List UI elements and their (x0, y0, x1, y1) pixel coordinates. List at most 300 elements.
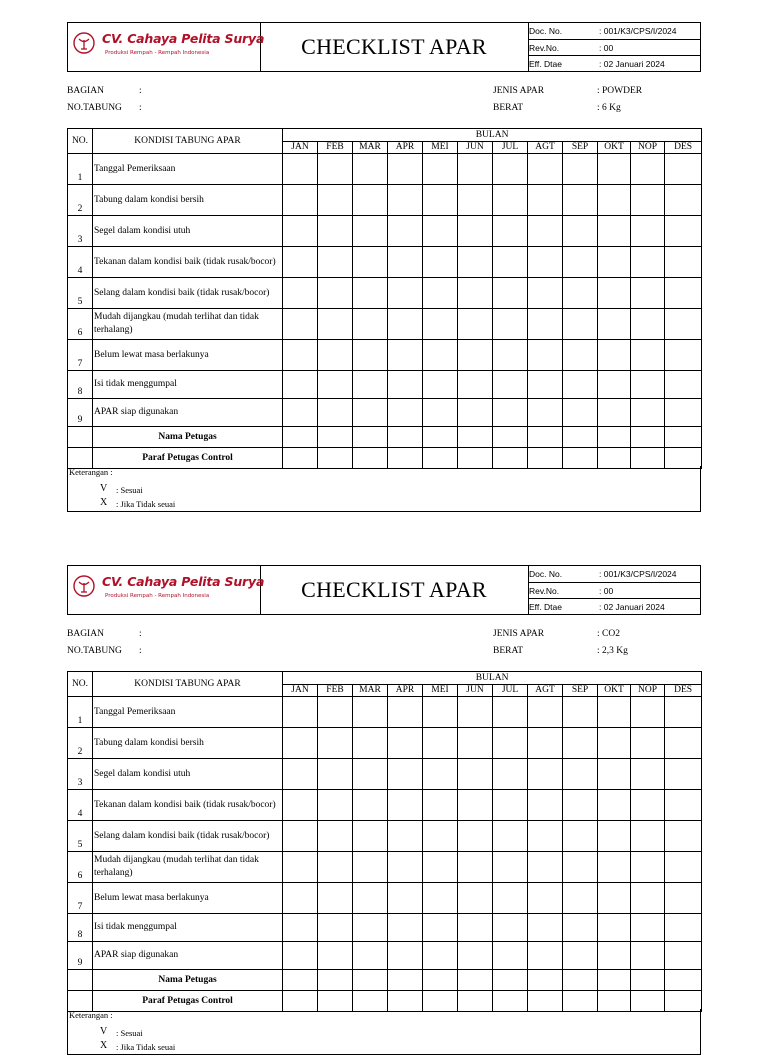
rev-no-label: Rev.No. (529, 43, 560, 53)
check-cell[interactable] (283, 790, 318, 821)
check-cell[interactable] (598, 154, 631, 185)
signature-cell[interactable] (283, 427, 318, 448)
signature-cell[interactable] (458, 427, 493, 448)
check-cell[interactable] (665, 914, 702, 942)
check-cell[interactable] (528, 942, 563, 970)
check-cell[interactable] (493, 728, 528, 759)
check-cell[interactable] (528, 216, 563, 247)
document-meta (529, 566, 701, 614)
check-cell[interactable] (528, 309, 563, 340)
check-cell[interactable] (318, 728, 353, 759)
check-cell[interactable] (423, 399, 458, 427)
item-condition: Selang dalam kondisi baik (tidak rusak/bocor) (93, 278, 283, 309)
check-cell[interactable] (388, 697, 423, 728)
rev-no-label: Rev.No. (529, 586, 560, 596)
bagian-label: BAGIAN (67, 629, 104, 639)
check-cell[interactable] (563, 371, 598, 399)
company-name: CV. Cahaya Pelita Surya (102, 31, 265, 46)
check-cell[interactable] (318, 185, 353, 216)
check-cell[interactable] (665, 852, 702, 883)
check-cell[interactable] (631, 790, 665, 821)
check-cell[interactable] (665, 883, 702, 914)
check-cell[interactable] (563, 309, 598, 340)
checklist-row (68, 790, 702, 821)
check-cell[interactable] (493, 759, 528, 790)
check-cell[interactable] (563, 942, 598, 970)
check-cell[interactable] (563, 821, 598, 852)
check-cell[interactable] (458, 278, 493, 309)
check-cell[interactable] (353, 185, 388, 216)
check-cell[interactable] (458, 185, 493, 216)
month-header: OKT (598, 142, 631, 154)
check-cell[interactable] (423, 216, 458, 247)
item-condition: Isi tidak menggumpal (93, 371, 283, 399)
check-cell[interactable] (665, 309, 702, 340)
check-cell[interactable] (458, 914, 493, 942)
item-number: 9 (68, 942, 93, 970)
check-cell[interactable] (458, 942, 493, 970)
check-cell[interactable] (631, 154, 665, 185)
check-cell[interactable] (598, 185, 631, 216)
check-cell[interactable] (458, 399, 493, 427)
signature-cell[interactable] (528, 970, 563, 991)
check-cell[interactable] (631, 942, 665, 970)
signature-cell[interactable] (563, 427, 598, 448)
check-cell[interactable] (563, 154, 598, 185)
month-header: DES (665, 685, 702, 697)
check-cell[interactable] (458, 697, 493, 728)
item-condition: Segel dalam kondisi utuh (93, 216, 283, 247)
check-cell[interactable] (388, 883, 423, 914)
check-cell[interactable] (528, 340, 563, 371)
check-cell[interactable] (528, 154, 563, 185)
check-cell[interactable] (283, 821, 318, 852)
check-cell[interactable] (353, 821, 388, 852)
check-cell[interactable] (283, 340, 318, 371)
doc-no-value: : 001/K3/CPS/I/2024 (599, 26, 677, 36)
check-cell[interactable] (283, 216, 318, 247)
check-cell[interactable] (423, 759, 458, 790)
check-cell[interactable] (598, 309, 631, 340)
form-title: CHECKLIST APAR (260, 566, 529, 614)
check-cell[interactable] (563, 185, 598, 216)
checklist-row (68, 278, 702, 309)
x-description: : Jika Tidak seuai (116, 1042, 176, 1052)
check-cell[interactable] (458, 371, 493, 399)
jenis-apar-value: : POWDER (597, 86, 643, 96)
check-cell[interactable] (528, 914, 563, 942)
rev-no-value: : 00 (599, 43, 614, 53)
check-cell[interactable] (283, 399, 318, 427)
check-cell[interactable] (458, 728, 493, 759)
empty-cell (68, 970, 93, 991)
nama-petugas-label: Nama Petugas (93, 427, 283, 448)
item-condition: Segel dalam kondisi utuh (93, 759, 283, 790)
check-cell[interactable] (318, 247, 353, 278)
check-cell[interactable] (318, 914, 353, 942)
check-cell[interactable] (388, 154, 423, 185)
signature-cell[interactable] (423, 970, 458, 991)
check-cell[interactable] (388, 309, 423, 340)
check-cell[interactable] (528, 247, 563, 278)
checklist-row (68, 247, 702, 278)
check-cell[interactable] (318, 309, 353, 340)
checklist-row (68, 216, 702, 247)
signature-cell[interactable] (631, 970, 665, 991)
month-header: AGT (528, 142, 563, 154)
check-cell[interactable] (598, 759, 631, 790)
check-cell[interactable] (423, 728, 458, 759)
check-cell[interactable] (528, 399, 563, 427)
check-cell[interactable] (423, 185, 458, 216)
check-cell[interactable] (563, 790, 598, 821)
check-cell[interactable] (458, 309, 493, 340)
check-cell[interactable] (423, 309, 458, 340)
check-cell[interactable] (631, 185, 665, 216)
check-cell[interactable] (493, 790, 528, 821)
check-cell[interactable] (353, 247, 388, 278)
signature-cell[interactable] (318, 427, 353, 448)
check-cell[interactable] (665, 371, 702, 399)
check-cell[interactable] (388, 278, 423, 309)
check-cell[interactable] (423, 883, 458, 914)
check-cell[interactable] (388, 371, 423, 399)
check-cell[interactable] (283, 185, 318, 216)
check-cell[interactable] (528, 278, 563, 309)
check-cell[interactable] (388, 914, 423, 942)
check-cell[interactable] (353, 309, 388, 340)
check-cell[interactable] (353, 371, 388, 399)
month-header: DES (665, 142, 702, 154)
check-cell[interactable] (318, 278, 353, 309)
check-cell[interactable] (493, 340, 528, 371)
check-cell[interactable] (665, 821, 702, 852)
check-cell[interactable] (318, 216, 353, 247)
check-cell[interactable] (318, 942, 353, 970)
check-cell[interactable] (665, 340, 702, 371)
check-cell[interactable] (528, 883, 563, 914)
check-cell[interactable] (493, 216, 528, 247)
check-cell[interactable] (283, 309, 318, 340)
check-cell[interactable] (598, 247, 631, 278)
check-cell[interactable] (283, 371, 318, 399)
check-cell[interactable] (458, 216, 493, 247)
check-cell[interactable] (665, 942, 702, 970)
check-cell[interactable] (353, 942, 388, 970)
check-cell[interactable] (493, 883, 528, 914)
check-cell[interactable] (388, 340, 423, 371)
jenis-apar-label: JENIS APAR (493, 629, 545, 639)
check-cell[interactable] (318, 399, 353, 427)
check-cell[interactable] (353, 399, 388, 427)
check-cell[interactable] (493, 247, 528, 278)
jenis-apar-value: : CO2 (597, 629, 620, 639)
check-cell[interactable] (563, 340, 598, 371)
check-cell[interactable] (598, 278, 631, 309)
nama-petugas-row (68, 427, 702, 448)
nama-petugas-row (68, 970, 702, 991)
check-cell[interactable] (665, 247, 702, 278)
no-tabung-colon: : (139, 103, 142, 113)
check-cell[interactable] (631, 371, 665, 399)
signature-cell[interactable] (353, 970, 388, 991)
signature-cell[interactable] (665, 427, 702, 448)
check-cell[interactable] (388, 216, 423, 247)
check-cell[interactable] (493, 852, 528, 883)
check-cell[interactable] (318, 883, 353, 914)
signature-cell[interactable] (388, 970, 423, 991)
item-number: 2 (68, 185, 93, 216)
checklist-row (68, 697, 702, 728)
check-cell[interactable] (388, 399, 423, 427)
check-cell[interactable] (423, 278, 458, 309)
signature-cell[interactable] (493, 970, 528, 991)
check-cell[interactable] (598, 340, 631, 371)
check-cell[interactable] (665, 399, 702, 427)
check-cell[interactable] (631, 216, 665, 247)
header-row (68, 129, 702, 142)
check-cell[interactable] (493, 697, 528, 728)
check-cell[interactable] (493, 309, 528, 340)
check-cell[interactable] (528, 371, 563, 399)
check-cell[interactable] (563, 247, 598, 278)
check-cell[interactable] (631, 340, 665, 371)
check-cell[interactable] (493, 371, 528, 399)
month-header: MAR (353, 685, 388, 697)
check-cell[interactable] (353, 278, 388, 309)
rev-no-row (529, 39, 701, 56)
check-cell[interactable] (563, 216, 598, 247)
check-cell[interactable] (423, 914, 458, 942)
doc-no-row (529, 23, 701, 39)
signature-cell[interactable] (423, 427, 458, 448)
berat-label: BERAT (493, 646, 524, 656)
check-cell[interactable] (353, 790, 388, 821)
check-cell[interactable] (388, 247, 423, 278)
item-condition: Tabung dalam kondisi bersih (93, 728, 283, 759)
check-cell[interactable] (423, 154, 458, 185)
header-row (68, 672, 702, 685)
check-cell[interactable] (598, 883, 631, 914)
check-cell[interactable] (318, 759, 353, 790)
checklist-row (68, 914, 702, 942)
checklist-row (68, 371, 702, 399)
check-cell[interactable] (563, 914, 598, 942)
signature-cell[interactable] (283, 970, 318, 991)
check-cell[interactable] (458, 247, 493, 278)
check-cell[interactable] (318, 340, 353, 371)
check-cell[interactable] (353, 914, 388, 942)
check-cell[interactable] (423, 790, 458, 821)
bagian-colon: : (139, 86, 142, 96)
check-cell[interactable] (423, 942, 458, 970)
check-cell[interactable] (563, 759, 598, 790)
signature-cell[interactable] (388, 427, 423, 448)
signature-cell[interactable] (458, 970, 493, 991)
signature-cell[interactable] (631, 427, 665, 448)
check-cell[interactable] (598, 821, 631, 852)
item-number: 5 (68, 278, 93, 309)
signature-cell[interactable] (353, 427, 388, 448)
check-cell[interactable] (353, 340, 388, 371)
check-cell[interactable] (353, 852, 388, 883)
signature-cell[interactable] (563, 970, 598, 991)
check-cell[interactable] (493, 942, 528, 970)
check-cell[interactable] (598, 790, 631, 821)
item-condition: Tekanan dalam kondisi baik (tidak rusak/bocor) (93, 247, 283, 278)
check-cell[interactable] (528, 821, 563, 852)
check-cell[interactable] (458, 154, 493, 185)
check-cell[interactable] (598, 942, 631, 970)
check-cell[interactable] (318, 697, 353, 728)
check-cell[interactable] (528, 852, 563, 883)
check-cell[interactable] (665, 728, 702, 759)
check-cell[interactable] (388, 942, 423, 970)
nama-petugas-label: Nama Petugas (93, 970, 283, 991)
check-cell[interactable] (423, 247, 458, 278)
check-cell[interactable] (598, 216, 631, 247)
checklist-row (68, 821, 702, 852)
check-cell[interactable] (493, 154, 528, 185)
check-cell[interactable] (631, 278, 665, 309)
signature-cell[interactable] (318, 970, 353, 991)
check-cell[interactable] (528, 790, 563, 821)
rev-no-value: : 00 (599, 586, 614, 596)
check-cell[interactable] (423, 371, 458, 399)
check-cell[interactable] (458, 790, 493, 821)
form-header (67, 565, 701, 615)
check-cell[interactable] (631, 399, 665, 427)
check-cell[interactable] (388, 821, 423, 852)
month-header: NOP (631, 685, 665, 697)
check-cell[interactable] (528, 728, 563, 759)
x-description: : Jika Tidak seuai (116, 499, 176, 509)
keterangan-label: Keterangan : (69, 467, 113, 477)
check-cell[interactable] (283, 154, 318, 185)
check-cell[interactable] (423, 340, 458, 371)
check-cell[interactable] (665, 697, 702, 728)
check-cell[interactable] (388, 185, 423, 216)
signature-cell[interactable] (598, 427, 631, 448)
check-cell[interactable] (423, 821, 458, 852)
check-cell[interactable] (665, 759, 702, 790)
check-cell[interactable] (493, 278, 528, 309)
check-cell[interactable] (563, 697, 598, 728)
check-cell[interactable] (283, 883, 318, 914)
check-cell[interactable] (665, 154, 702, 185)
check-cell[interactable] (631, 852, 665, 883)
check-cell[interactable] (353, 883, 388, 914)
check-cell[interactable] (631, 914, 665, 942)
check-cell[interactable] (283, 697, 318, 728)
check-cell[interactable] (458, 759, 493, 790)
check-cell[interactable] (283, 247, 318, 278)
check-cell[interactable] (283, 278, 318, 309)
check-cell[interactable] (458, 340, 493, 371)
check-cell[interactable] (665, 790, 702, 821)
check-cell[interactable] (631, 309, 665, 340)
check-cell[interactable] (458, 821, 493, 852)
check-cell[interactable] (318, 154, 353, 185)
check-cell[interactable] (665, 185, 702, 216)
check-cell[interactable] (493, 185, 528, 216)
check-cell[interactable] (631, 759, 665, 790)
check-cell[interactable] (388, 759, 423, 790)
check-cell[interactable] (665, 278, 702, 309)
check-cell[interactable] (598, 914, 631, 942)
signature-cell[interactable] (493, 427, 528, 448)
berat-value: : 2,3 Kg (597, 646, 628, 656)
check-cell[interactable] (563, 278, 598, 309)
check-cell[interactable] (423, 697, 458, 728)
check-cell[interactable] (631, 728, 665, 759)
check-cell[interactable] (353, 759, 388, 790)
check-cell[interactable] (631, 247, 665, 278)
check-cell[interactable] (388, 728, 423, 759)
check-cell[interactable] (388, 852, 423, 883)
check-cell[interactable] (563, 883, 598, 914)
check-cell[interactable] (563, 728, 598, 759)
checklist-form-powder (67, 22, 701, 509)
check-cell[interactable] (528, 185, 563, 216)
check-cell[interactable] (388, 790, 423, 821)
check-cell[interactable] (631, 821, 665, 852)
signature-cell[interactable] (528, 427, 563, 448)
check-cell[interactable] (353, 728, 388, 759)
check-cell[interactable] (458, 852, 493, 883)
check-cell[interactable] (318, 790, 353, 821)
check-cell[interactable] (631, 697, 665, 728)
check-cell[interactable] (563, 852, 598, 883)
check-cell[interactable] (563, 399, 598, 427)
check-cell[interactable] (283, 759, 318, 790)
check-cell[interactable] (318, 852, 353, 883)
signature-cell[interactable] (665, 970, 702, 991)
check-cell[interactable] (318, 371, 353, 399)
check-cell[interactable] (283, 914, 318, 942)
check-cell[interactable] (598, 399, 631, 427)
check-cell[interactable] (283, 852, 318, 883)
check-cell[interactable] (493, 399, 528, 427)
check-cell[interactable] (493, 821, 528, 852)
check-cell[interactable] (283, 942, 318, 970)
check-cell[interactable] (353, 216, 388, 247)
check-cell[interactable] (283, 728, 318, 759)
check-cell[interactable] (665, 216, 702, 247)
month-header: OKT (598, 685, 631, 697)
check-cell[interactable] (598, 728, 631, 759)
item-condition: Mudah dijangkau (mudah terlihat dan tidak terhalang) (93, 309, 283, 340)
item-number: 3 (68, 216, 93, 247)
check-cell[interactable] (528, 759, 563, 790)
check-cell[interactable] (528, 697, 563, 728)
month-header: MEI (423, 142, 458, 154)
item-number: 8 (68, 914, 93, 942)
check-cell[interactable] (353, 697, 388, 728)
check-cell[interactable] (318, 821, 353, 852)
item-number: 7 (68, 883, 93, 914)
v-mark: V (100, 483, 108, 494)
check-cell[interactable] (598, 371, 631, 399)
check-cell[interactable] (598, 697, 631, 728)
check-cell[interactable] (598, 852, 631, 883)
check-cell[interactable] (353, 154, 388, 185)
check-cell[interactable] (493, 914, 528, 942)
signature-cell[interactable] (598, 970, 631, 991)
check-cell[interactable] (458, 883, 493, 914)
check-cell[interactable] (631, 883, 665, 914)
check-cell[interactable] (423, 852, 458, 883)
